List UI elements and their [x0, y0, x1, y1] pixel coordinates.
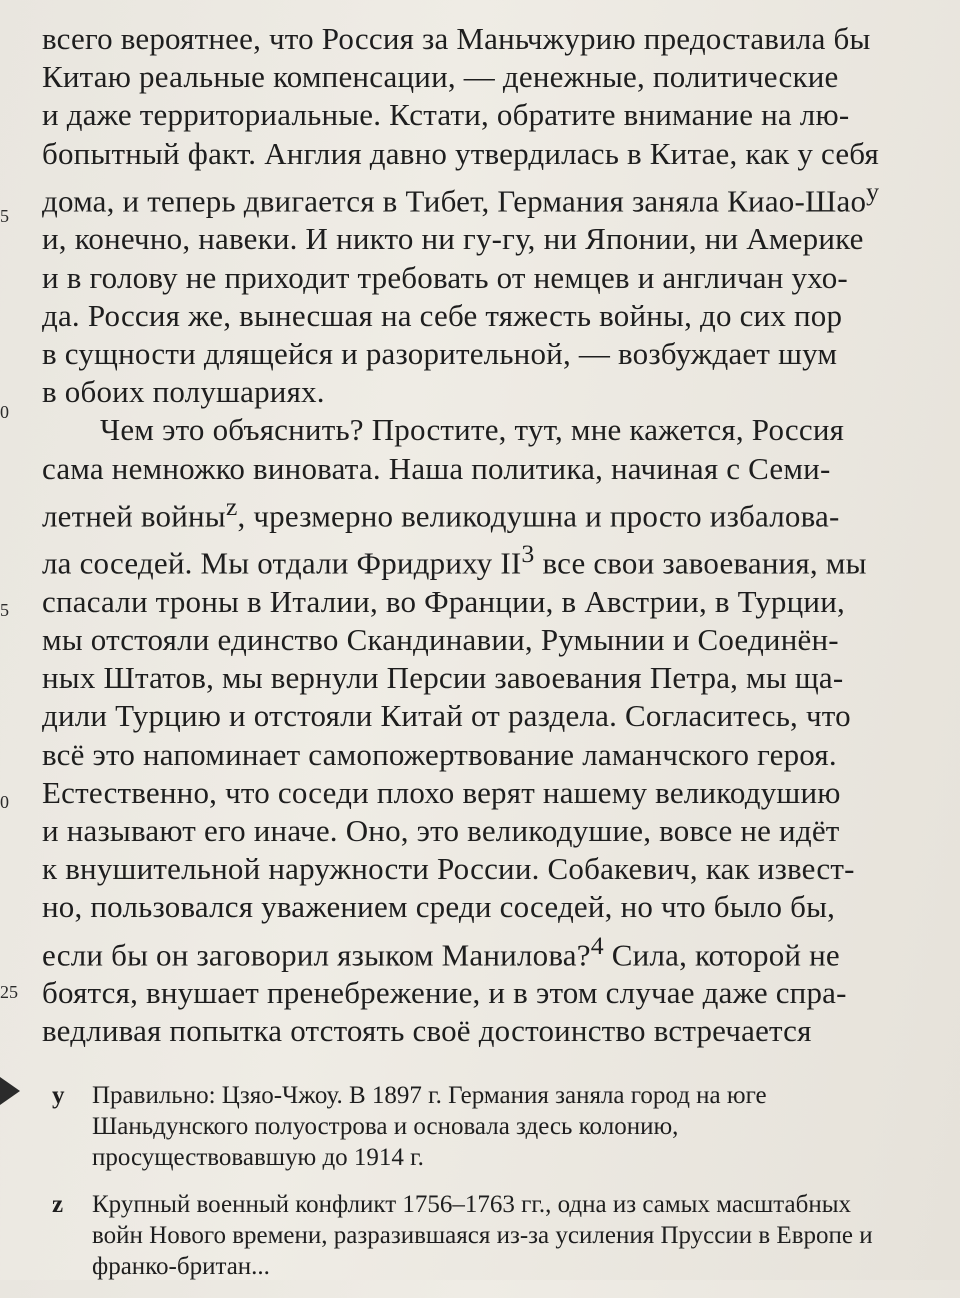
text-line: ных Штатов, мы вернули Персии завоевания Петра, мы ща- — [42, 660, 844, 696]
footnote-text: Правильно: Цзяо-Чжоу. В 1897 г. Германия заняла город на юге Шаньдунского полуострова и основала здесь колонию, просуществовавшую до 1914 г. — [92, 1082, 767, 1171]
text-line: Естественно, что соседи плохо верят нашему великодушию — [42, 774, 841, 810]
footnote-ref-4: 4 — [590, 930, 604, 960]
footnote-label: у — [52, 1082, 65, 1109]
text-line: да. Россия же, вынесшая на себе тяжесть войны, до сих пор — [42, 297, 843, 333]
text-line: Китаю реальные компенсации, — денежные, политические — [42, 59, 839, 95]
footnote-ref-y: у — [866, 176, 880, 206]
text-line: и называют его иначе. Оно, это великодушие, вовсе не идёт — [42, 813, 840, 849]
text-line: всё это напоминает самопожертвование ламанчского героя. — [42, 736, 837, 772]
text-line: всего вероятнее, что Россия за Маньчжурию предоставила бы — [42, 21, 871, 56]
text-line: и даже территориальные. Кстати, обратите внимание на лю- — [42, 97, 850, 133]
margin-line-number: 0 — [0, 792, 9, 812]
footnote-ref-3: 3 — [521, 539, 535, 569]
text-line: в обоих полушариях. — [42, 374, 325, 410]
text-line: и, конечно, навеки. И никто ни гу-гу, ни Японии, ни Америке — [42, 221, 864, 257]
footnote-text: Крупный военный конфликт 1756–1763 гг., одна из самых масштабных войн Нового времени, разразившаяся из-за усиления Пруссии в Европе и франко-британ... — [92, 1191, 873, 1280]
text-line: в сущности длящейся и разорительной, — возбуждает шум — [42, 335, 838, 371]
text-line: к внушительной наружности России. Собакевич, как извест- — [42, 851, 855, 887]
text-line: летней войны$^z$, чрезмерно великодушна и просто избалова- — [42, 491, 840, 534]
margin-line-number: 5 — [0, 206, 9, 226]
footnotes-section — [0, 1080, 960, 1298]
text-line-content: дома, и теперь двигается в Тибет, Германия заняла Киао-Шао — [42, 183, 867, 219]
text-line: ведливая попытка отстоять своё достоинство встречается — [42, 1013, 812, 1049]
text-line: дили Турцию и отстояли Китай от раздела. Согласитесь, что — [42, 698, 851, 734]
text-line — [42, 173, 907, 221]
text-line: сама немножко виновата. Наша политика, начиная с Семи- — [42, 450, 831, 486]
text-line: если бы он заговорил языком Манилова?$^4$ Сила, которой не — [42, 930, 840, 972]
text-line: бопытный факт. Англия давно утвердилась в Китае, как у себя — [42, 135, 879, 171]
footnote-label: z — [52, 1191, 64, 1218]
text-line: мы отстояли единство Скандинавии, Румынии и Соединён- — [42, 622, 839, 658]
margin-line-number: 5 — [0, 600, 9, 620]
footnote — [0, 1189, 960, 1282]
main-text — [42, 20, 907, 1051]
margin-line-number: 0 — [0, 402, 9, 422]
text-line: но, пользовался уважением среди соседей, но что было бы, — [42, 889, 836, 925]
text-line: боятся, внушает пренебрежение, и в этом случае даже спра- — [42, 975, 847, 1011]
text-line: ла соседей. Мы отдали Фридриху $II^3$ все свои завоевания, мы — [42, 539, 867, 581]
margin-line-number: 25 — [0, 982, 18, 1002]
footnote — [0, 1080, 960, 1173]
footnote-ref-z: z — [225, 491, 238, 521]
text-line: и в голову не приходит требовать от немцев и англичан ухо- — [42, 259, 848, 295]
text-line: Чем это объяснить? Простите, тут, мне кажется, Россия — [100, 412, 845, 448]
text-line: спасали троны в Италии, во Франции, в Австрии, в Турции, — [42, 583, 845, 619]
